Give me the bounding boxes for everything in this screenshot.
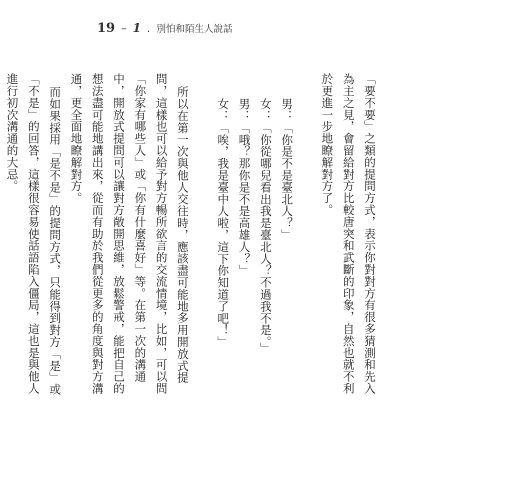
dialogue-line-1: 男：「你是不是臺北人？」 [280, 98, 295, 242]
dialogue-line-2: 女：「你從哪兒看出我是臺北人？不過我不是。」 [258, 98, 273, 355]
paragraph-open-questions: 所以在第一次與他人交往時，應該盡可能地多用開放式提問，這樣也可以給予對方暢所欲言的交流情境，比如，可以問「你家有哪些人」或「你有什麼喜好」等。在第一次的溝通中，開放式提問可以讓對方敞開思維，放鬆警戒，能把自己的想法盡可能地講出來，從而有助於我們從更多的角度與對方溝通，更全面地瞭解對方。 [69, 73, 190, 395]
chapter-title: ．別怕和陌生人說話 [146, 24, 233, 35]
dialogue-line-3: 男：「哦？那你是不是高雄人？」 [237, 98, 252, 277]
page-body [1, 73, 380, 403]
paragraph-closed-questions: 而如果採用「是不是」的提問方式，只能得到對方「是」或「不是」的回答，這樣很容易使話語陷入僵局，這也是與他人進行初次溝通的大忌。 [5, 73, 63, 396]
running-header [97, 21, 232, 36]
dialogue-line-4: 女：「唉，我是臺中人啦，這下你知道了吧！」 [216, 98, 231, 349]
paragraph-intro: 「要不要」之類的提問方式，表示你對對方有很多猜測和先入為主之見，會留給對方比較唐突和武斷的印象，自然也就不利於更進一步地瞭解對方了。 [320, 73, 377, 395]
page-number: 19 [97, 21, 116, 36]
chapter-number: 1 [132, 21, 141, 35]
header-dash: – [121, 22, 127, 35]
